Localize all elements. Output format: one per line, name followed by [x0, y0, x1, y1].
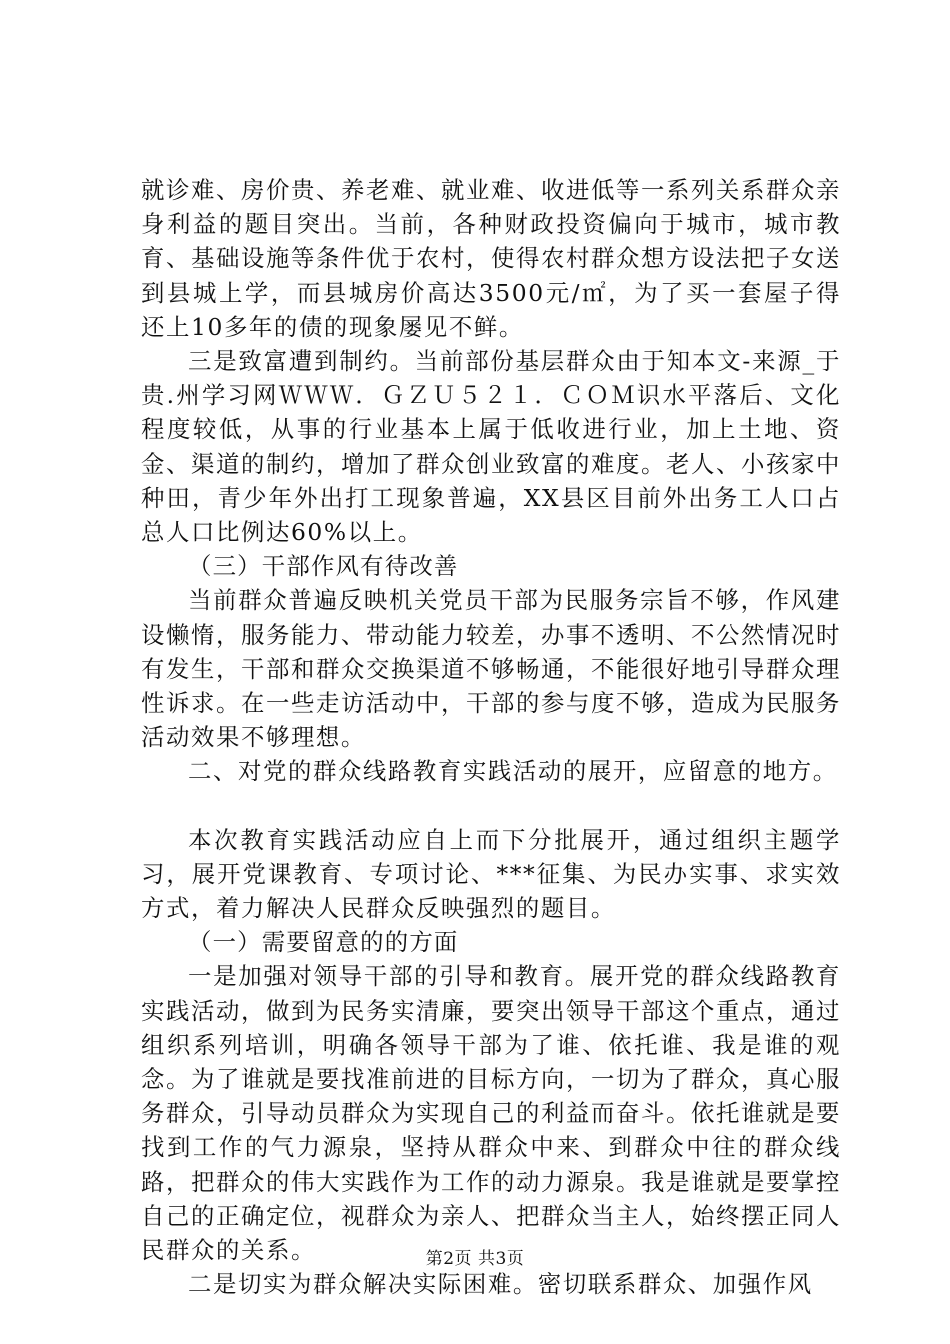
section-heading-attention-points: 二、对党的群众线路教育实践活动的展开，应留意的地方。	[188, 757, 838, 786]
page-footer: 第2页 共3页	[425, 1249, 525, 1269]
blank-line	[141, 789, 841, 823]
paragraph-continuation: 就诊难、房价贵、养老难、就业难、收进低等一系列关系群众亲身利益的题目突出。当前，各种财政投资偏向于城市，城市教育、基础设施等条件优于农村，使得农村群众想方设法把子女送到县城上学，而县城房价高达3500元/㎡，为了买一套屋子得还上10多年的债的现象屡见不鲜。	[141, 176, 841, 341]
paragraph-leader-guidance: 一是加强对领导干部的引导和教育。展开党的群众线路教育实践活动，做到为民务实清廉，要突出领导干部这个重点，通过组织系列培训，明确各领导干部为了谁、依托谁、我是谁的观念。为了谁就是要找准前进的目标方向，一切为了群众，真心服务群众，引导动员群众为实现自己的利益而奋斗。依托谁就是要找到工作的气力源泉，坚持从群众中来、到群众中往的群众线路，把群众的伟大实践作为工作的动力源泉。我是谁就是要掌控自己的正确定位，视群众为亲人、把群众当主人，始终摆正同人民群众的关系。	[141, 962, 841, 1265]
paragraph-cadre-style: 当前群众普遍反映机关党员干部为民服务宗旨不够，作风建设懒惰，服务能力、带动能力较差，办事不透明、不公然情况时有发生，干部和群众交换渠道不够畅通，不能很好地引导群众理性诉求。在一些走访活动中，干部的参与度不够，造成为民服务活动效果不够理想。	[141, 586, 841, 752]
paragraph-solve-difficulties: 二是切实为群众解决实际困难。密切联系群众、加强作风	[188, 1270, 813, 1299]
paragraph-wealth-constraint: 三是致富遭到制约。当前部份基层群众由于知本文-来源_于贵.州学习网ＷＷＷ．ＧＺＵ５２１．ＣＯＭ识水平落后、文化程度较低，从事的行业基本上属于低收进行业，加上土地、资金、渠道的制约，增加了群众创业致富的难度。老人、小孩家中种田，青少年外出打工现象普遍，XX县区目前外出务工人口占总人口比例达60%以上。	[141, 347, 841, 547]
document-body	[141, 173, 841, 1302]
section-heading-cadre-style: （三）干部作风有待改善	[188, 552, 459, 581]
section-heading-aspects: （一）需要留意的的方面	[188, 928, 459, 957]
paragraph-activity-plan: 本次教育实践活动应自上而下分批展开，通过组织主题学习，展开党课教育、专项讨论、***征集、为民办实事、求实效方式，着力解决人民群众反映强烈的题目。	[141, 825, 841, 923]
